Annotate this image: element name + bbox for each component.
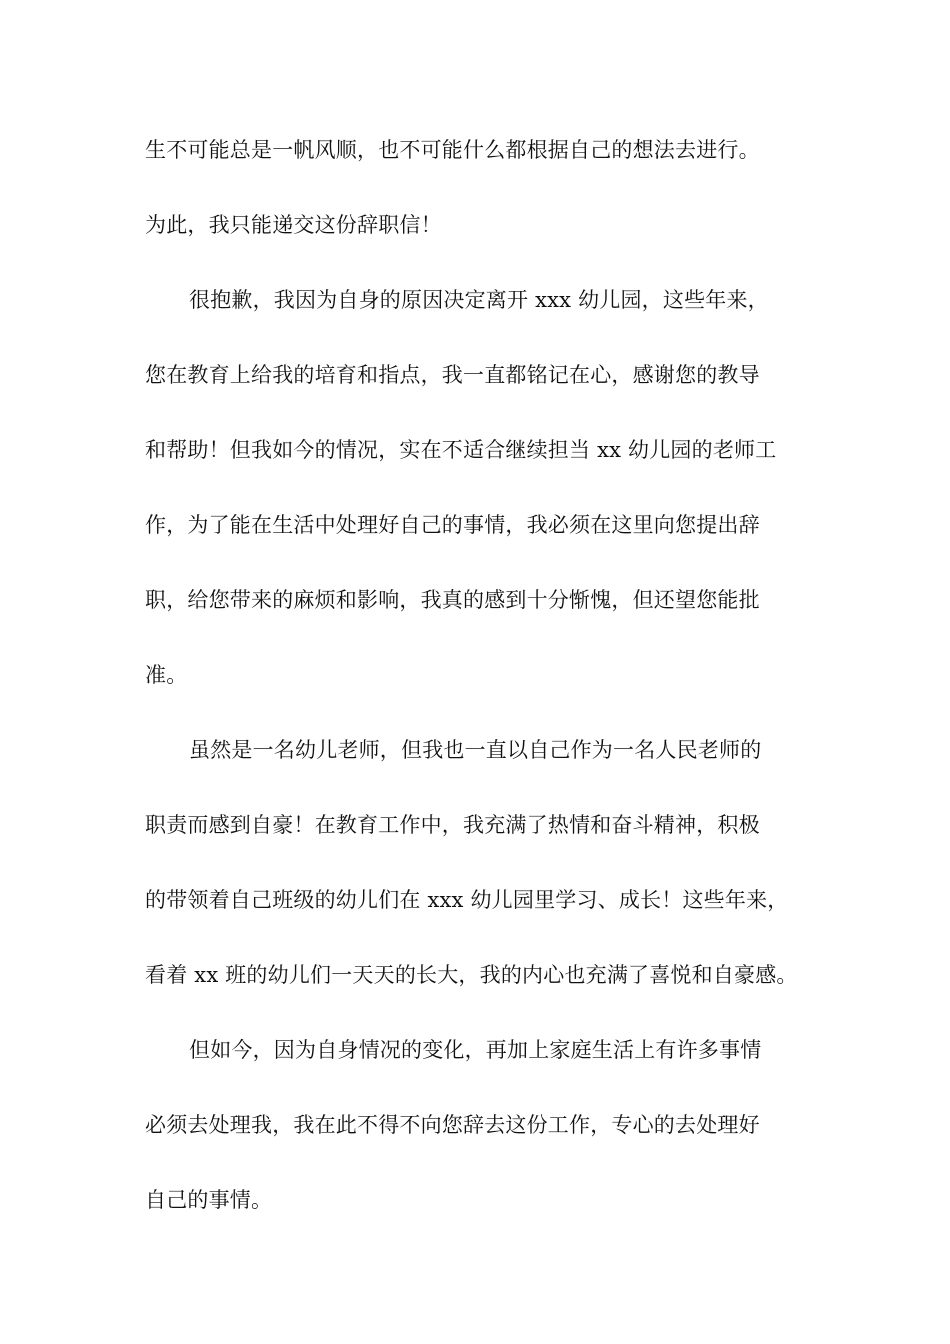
text-line: 生不可能总是一帆风顺，也不可能什么都根据自己的想法去进行。 — [145, 138, 760, 162]
paragraph-first-line: 虽然是一名幼儿老师，但我也一直以自己作为一名人民老师的 — [189, 738, 762, 762]
text-line: 自己的事情。 — [145, 1188, 273, 1212]
text-line: 为此，我只能递交这份辞职信！ — [145, 213, 442, 237]
text-line: 准。 — [145, 663, 188, 687]
text-line: 必须去处理我，我在此不得不向您辞去这份工作，专心的去处理好 — [145, 1113, 760, 1137]
text-line: 职责而感到自豪！在教育工作中，我充满了热情和奋斗精神，积极 — [145, 813, 760, 837]
text-line: 您在教育上给我的培育和指点，我一直都铭记在心，感谢您的教导 — [145, 363, 760, 387]
paragraph-first-line: 但如今，因为自身情况的变化，再加上家庭生活上有许多事情 — [189, 1038, 762, 1062]
text-line: 的带领着自己班级的幼儿们在 xxx 幼儿园里学习、成长！这些年来， — [145, 888, 789, 912]
paragraph-first-line: 很抱歉，我因为自身的原因决定离开 xxx 幼儿园，这些年来， — [189, 288, 769, 312]
text-line: 作，为了能在生活中处理好自己的事情，我必须在这里向您提出辞 — [145, 513, 760, 537]
text-line: 职，给您带来的麻烦和影响，我真的感到十分惭愧，但还望您能批 — [145, 588, 760, 612]
text-line: 看着 xx 班的幼儿们一天天的长大，我的内心也充满了喜悦和自豪感。 — [145, 963, 798, 987]
text-line: 和帮助！但我如今的情况，实在不适合继续担当 xx 幼儿园的老师工 — [145, 438, 777, 462]
